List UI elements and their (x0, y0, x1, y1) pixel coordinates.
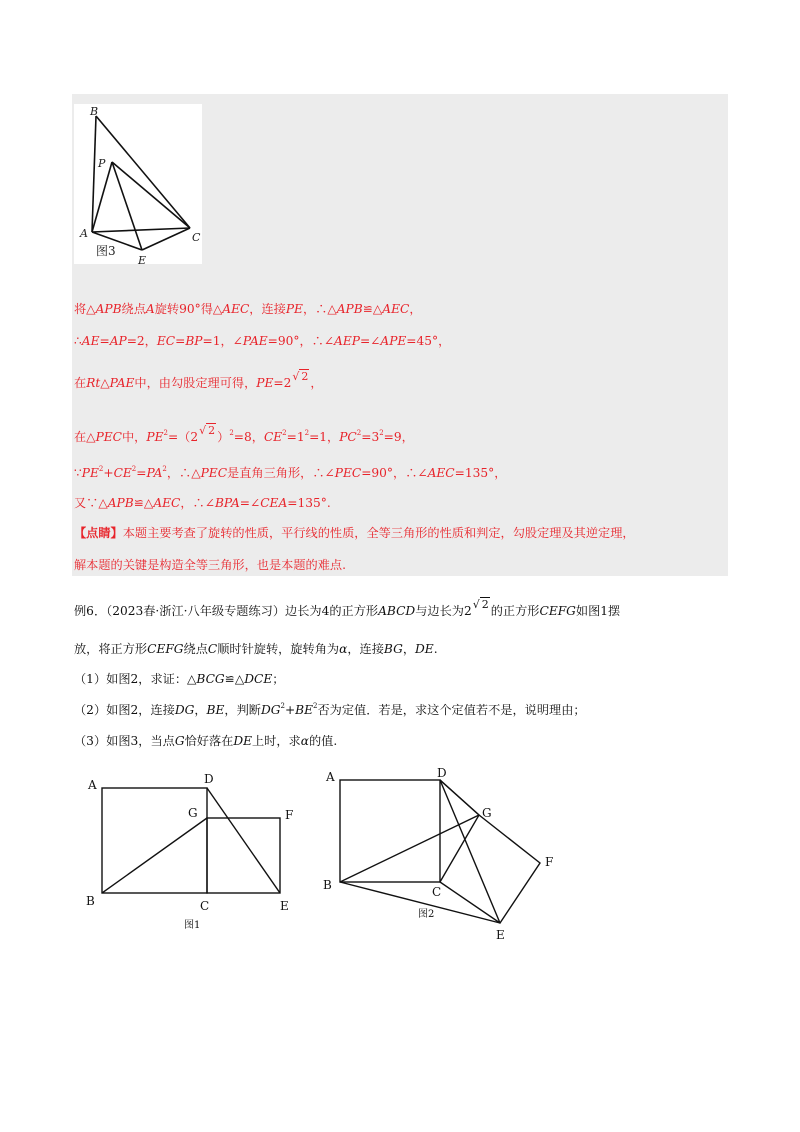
solution-comment-line-2: 解本题的关键是构造全等三角形，也是本题的难点. (74, 558, 346, 572)
solution-line-1: 将△APB绕点A旋转90°得△AEC，连接PE，∴△APB≌△AEC， (74, 302, 422, 316)
solution-line-6: 又∵△APB≌△AEC，∴∠BPA=∠CEA=135°. (74, 496, 331, 510)
fig1-label-F: F (285, 808, 294, 822)
question-3: （3）如图3，当点G恰好落在DE上时，求α的值. (74, 734, 338, 748)
question-1: （1）如图2，求证：△BCG≌△DCE； (74, 672, 285, 686)
figure-2 (340, 780, 540, 923)
question-2: （2）如图2，连接DG，BE，判断$DG^2+BE^2$否为定值．若是，求这个定值若不是，说明理由； (74, 702, 586, 717)
solution-line-5: $\because PE^2+CE^2=PA^2$，∴△PEC是直角三角形，∴∠PEC=90°，∴∠AEC=135°， (74, 465, 507, 480)
figure-1 (102, 788, 280, 893)
comment-tag: 【点睛】 (74, 526, 123, 540)
fig2-label-B: B (323, 878, 332, 892)
solution-line-4: 在△PEC中，$PE^2=(2√$ 2 ）$^2$=8，$CE^2=1^2=1$，$PC^2=3^2=9$， (74, 424, 414, 444)
fig2-label-F: F (545, 855, 554, 869)
solution-comment-line-1: 【点睛】本题主要考查了旋转的性质，平行线的性质，全等三角形的性质和判定，勾股定理及其逆定理， (74, 526, 635, 540)
fig1-label-A: A (88, 778, 97, 792)
fig1-caption: 图1 (184, 920, 201, 931)
fig3-label-B: B (90, 105, 99, 118)
fig3-label-C: C (192, 231, 201, 244)
fig2-label-D: D (437, 766, 447, 780)
solution-line-2: ∴AE=AP=2，EC=BP=1，∠PAE=90°，∴∠AEP=∠APE=45°， (74, 334, 451, 348)
fig2-caption: 图2 (418, 909, 435, 920)
fig3-label-E: E (138, 254, 147, 264)
fig1-label-G: G (188, 806, 198, 820)
sqrt-symbol: √ 2 (472, 598, 489, 611)
fig3-label-A: A (80, 227, 88, 240)
fig3-label-P: P (98, 157, 106, 170)
fig2-label-C: C (432, 885, 442, 899)
solution-line-3: 在Rt△PAE中，由勾股定理可得，PE=2√ 2 ， (74, 370, 323, 390)
fig2-label-A: A (326, 770, 335, 784)
fig1-label-E: E (280, 899, 289, 913)
fig3-caption: 图3 (96, 244, 116, 258)
sqrt-symbol: √ 2 (199, 424, 216, 437)
fig1-label-D: D (204, 772, 214, 786)
example-line-1: 例6．（2023春·浙江·八年级专题练习）边长为4的正方形ABCD与边长为2√ 2 的正方形CEFG如图1摆 (74, 598, 621, 618)
sqrt-symbol: √ 2 (292, 370, 309, 383)
fig1-label-B: B (86, 894, 95, 908)
fig2-label-G: G (482, 806, 492, 820)
example-line-2: 放，将正方形CEFG绕点C顺时针旋转，旋转角为α，连接BG，DE. (74, 642, 438, 656)
figure-3 (74, 104, 202, 264)
figures-1-2 (80, 765, 580, 945)
fig1-label-C: C (200, 899, 210, 913)
fig2-label-E: E (496, 928, 505, 942)
